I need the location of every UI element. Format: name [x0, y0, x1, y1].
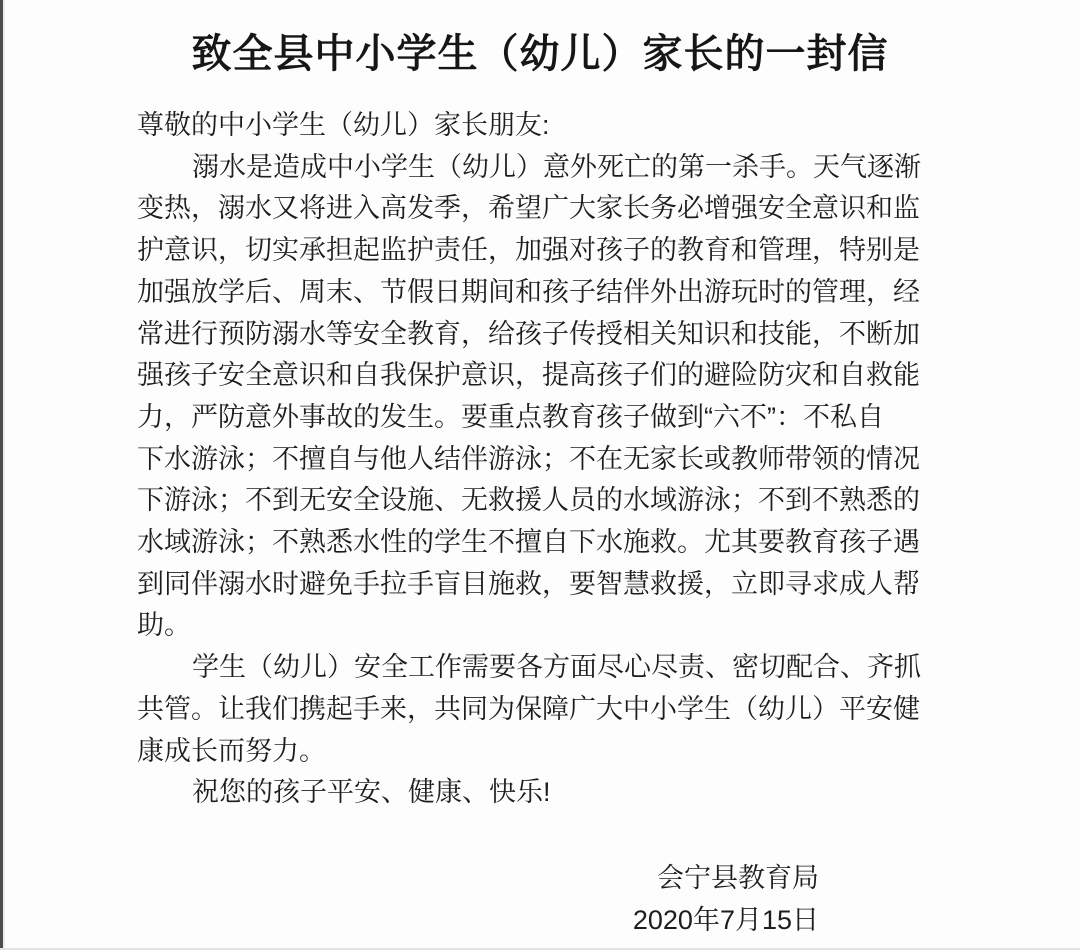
body-line: 强孩子安全意识和自我保护意识，提高孩子们的避险防灾和自救能 [137, 360, 920, 391]
body-line: 助。 [137, 610, 191, 641]
body-line: 下游泳；不到无安全设施、无救援人员的水域游泳；不到不熟悉的 [137, 485, 920, 516]
date: 2020年7月15日 [632, 904, 819, 935]
signature-block [137, 858, 949, 941]
signature: 会宁县教育局 [657, 862, 819, 893]
salutation: 尊敬的中小学生（幼儿）家长朋友: [137, 110, 550, 140]
letter-title: 致全县中小学生（幼儿）家长的一封信 [191, 32, 889, 76]
body-line: 学生（幼儿）安全工作需要各方面尽心尽责、密切配合、齐抓 [192, 652, 921, 683]
body-line: 护意识，切实承担起监护责任，加强对孩子的教育和管理，特别是 [137, 235, 920, 266]
body-line: 水域游泳；不熟悉水性的学生不擅自下水施救。尤其要教育孩子遇 [137, 527, 920, 558]
body-line: 溺水是造成中小学生（幼儿）意外死亡的第一杀手。天气逐渐 [192, 151, 921, 182]
body-line: 常进行预防溺水等安全教育，给孩子传授相关知识和技能，不断加 [137, 318, 920, 349]
letter-body [137, 105, 949, 814]
closing-line: 祝您的孩子平安、健康、快乐! [192, 777, 551, 808]
body-line: 力，严防意外事故的发生。要重点教育孩子做到“六不”：不私自 [137, 401, 884, 432]
body-line: 共管。让我们携起手来，共同为保障广大中小学生（幼儿）平安健 [137, 693, 920, 724]
body-line: 康成长而努力。 [137, 735, 326, 766]
body-line: 变热，溺水又将进入高发季，希望广大家长务必增强安全意识和监 [137, 193, 920, 224]
scan-edge-shadow [3, 0, 5, 948]
body-line: 到同伴溺水时避免手拉手盲目施救，要智慧救援，立即寻求成人帮 [137, 568, 920, 599]
body-line: 加强放学后、周末、节假日期间和孩子结伴外出游玩时的管理，经 [137, 276, 920, 307]
body-line: 下水游泳；不擅自与他人结伴游泳；不在无家长或教师带领的情况 [137, 443, 920, 474]
